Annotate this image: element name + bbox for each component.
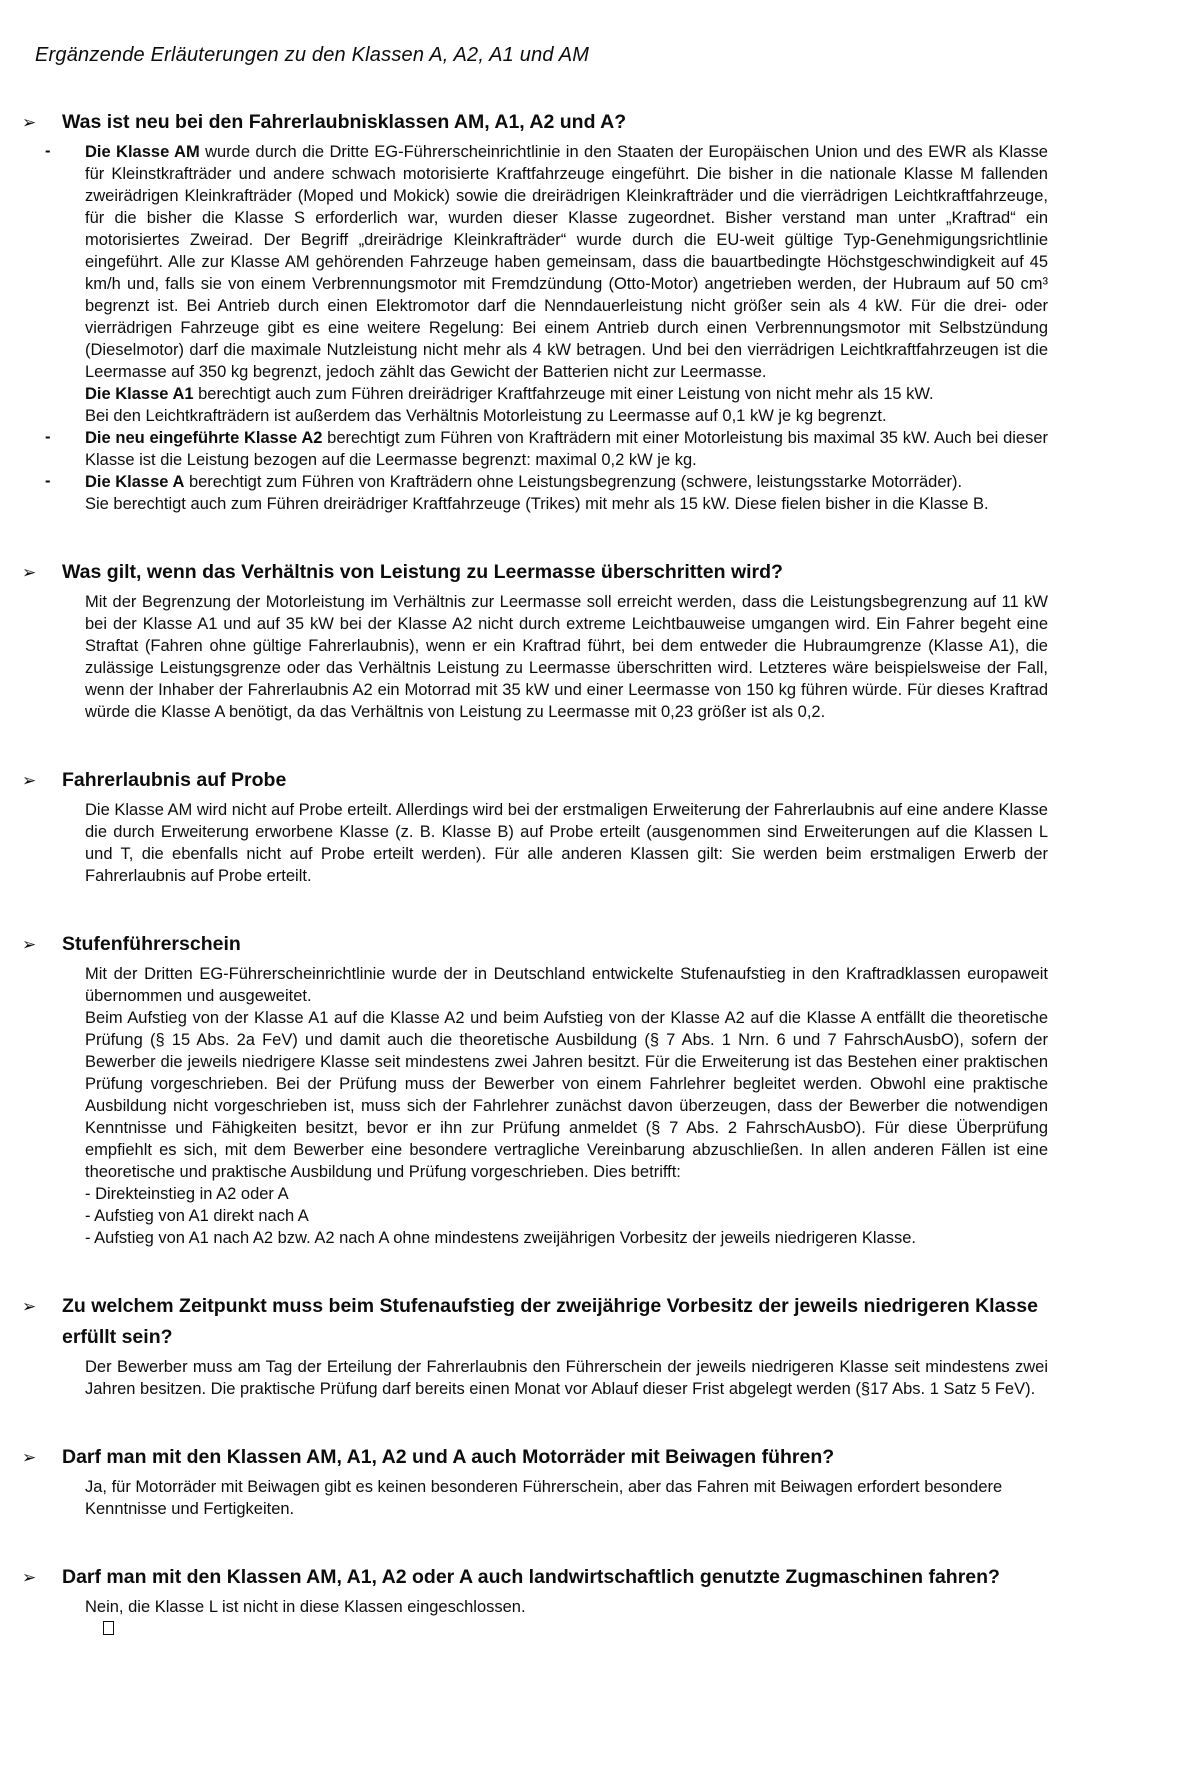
- section: [20, 1562, 1048, 1635]
- section: [20, 929, 1048, 1249]
- arrow-bullet-icon: ➢: [22, 113, 37, 132]
- section-body: [85, 1476, 1048, 1520]
- list-item: - Aufstieg von A1 direkt nach A: [85, 1207, 309, 1225]
- arrow-bullet-icon: ➢: [22, 1448, 37, 1467]
- section-heading-row: [20, 765, 1048, 799]
- paragraph: Sie berechtigt auch zum Führen dreirädriger Kraftfahrzeuge (Trikes) mit mehr als 15 kW. Diese fielen bisher in die Klasse B.: [85, 495, 989, 513]
- sections: [20, 107, 1048, 1635]
- section-body: [85, 1596, 1048, 1635]
- paragraph: Bei den Leichtkrafträdern ist außerdem das Verhältnis Motorleistung zu Leermasse auf 0,1 kW je kg begrenzt.: [85, 407, 887, 425]
- section-heading: Zu welchem Zeitpunkt muss beim Stufenaufstieg der zweijährige Vorbesitz der jeweils niedrigeren Klasse erfüllt sein?: [62, 1295, 1038, 1348]
- section-body: [45, 141, 1049, 515]
- page-title: Ergänzende Erläuterungen zu den Klassen A, A2, A1 und AM: [35, 44, 590, 66]
- paragraph-lead: Die Klasse A1: [85, 385, 194, 403]
- paragraph: - Die Klasse A berechtigt zum Führen von Krafträdern ohne Leistungsbegrenzung (schwere, leistungsstarke Motorräder).: [45, 472, 963, 491]
- section-heading-row: [20, 557, 1048, 591]
- section-body: [85, 963, 1048, 1249]
- paragraph: - Die Klasse AM wurde durch die Dritte EG-Führerscheinrichtlinie in den Staaten der Europäischen Union und des EWR als Klasse für Kleinstkrafträder und andere schwach motorisierte Kraftfahrzeuge eingeführt. Die bisher in die nationale Klasse M fallenden zweirädrigen Kleinkrafträder (Moped und Mokick) sowie die dreirädrigen Kleinkrafträder und die vierrädrigen Leichtkraftfahrzeuge, für die bisher die Klasse S erforderlich war, wurden dieser Klasse zugeordnet. Bisher verstand man unter „Kraftrad“ ein motorisiertes Zweirad. Der Begriff „dreirädrige Kleinkrafträder“ wurde durch die EU-weit gültige Typ-Genehmigungsrichtlinie eingeführt. Alle zur Klasse AM gehörenden Fahrzeuge haben gemeinsam, dass die bauartbedingte Höchstgeschwindigkeit auf 45 km/h und, falls sie von einem Verbrennungsmotor mit Fremdzündung (Otto-Motor) angetrieben werden, der Hubraum auf 50 cm³ begrenzt ist. Bei Antrieb durch einen Elektromotor darf die Nenndauerleistung nicht größer sein als 4 kW. Für die drei- oder vierrädrigen Fahrzeuge gibt es eine weitere Regelung: Bei einem Antrieb durch einen Verbrennungsmotor mit Selbstzündung (Dieselmotor) darf die maximale Nutzleistung nicht mehr als 4 kW betragen. Und bei den vierrädrigen Leichtkraftfahrzeugen ist die Leermasse auf 350 kg begrenzt, jedoch zählt das Gewicht der Batterien nicht zur Leermasse.: [45, 142, 1048, 381]
- arrow-bullet-icon: ➢: [22, 563, 37, 582]
- section-heading: Fahrerlaubnis auf Probe: [62, 769, 287, 791]
- section-heading: Darf man mit den Klassen AM, A1, A2 oder A auch landwirtschaftlich genutzte Zugmaschinen fahren?: [62, 1566, 1000, 1588]
- section: [20, 107, 1048, 515]
- section-heading-row: [20, 929, 1048, 963]
- checkbox-row: [103, 1621, 1048, 1635]
- paragraph: - Die neu eingeführte Klasse A2 berechtigt zum Führen von Krafträdern mit einer Motorleistung bis maximal 35 kW. Auch bei dieser Klasse ist die Leistung bezogen auf die Leermasse begrenzt: maximal 0,2 kW je kg.: [45, 428, 1049, 469]
- list-item: - Aufstieg von A1 nach A2 bzw. A2 nach A ohne mindestens zweijährigen Vorbesitz der jeweils niedrigeren Klasse.: [85, 1229, 917, 1247]
- section-heading: Darf man mit den Klassen AM, A1, A2 und A auch Motorräder mit Beiwagen führen?: [62, 1446, 835, 1468]
- section-heading-row: [20, 1291, 1048, 1356]
- paragraph: Nein, die Klasse L ist nicht in diese Klassen eingeschlossen.: [85, 1598, 526, 1616]
- dash-bullet-icon: -: [45, 142, 51, 160]
- section-heading: Was ist neu bei den Fahrerlaubnisklassen AM, A1, A2 und A?: [62, 111, 627, 133]
- section-heading-row: [20, 1442, 1048, 1476]
- section: [20, 1442, 1048, 1520]
- arrow-bullet-icon: ➢: [22, 1297, 37, 1316]
- section-body: [85, 591, 1048, 723]
- section: [20, 765, 1048, 887]
- paragraph: Die Klasse AM wird nicht auf Probe erteilt. Allerdings wird bei der erstmaligen Erweiterung der Fahrerlaubnis auf eine andere Klasse die durch Erweiterung erworbene Klasse (z. B. Klasse B) auf Probe erteilt (ausgenommen sind Erweiterungen auf die Klassen L und T, die ebenfalls nicht auf Probe erteilt werden). Für alle anderen Klassen gilt: Sie werden beim erstmaligen Erwerb der Fahrerlaubnis auf Probe erteilt.: [85, 801, 1048, 885]
- list-item: - Direkteinstieg in A2 oder A: [85, 1185, 289, 1203]
- arrow-bullet-icon: ➢: [22, 935, 37, 954]
- paragraph-lead: Die neu eingeführte Klasse A2: [85, 429, 323, 447]
- paragraph-lead: Die Klasse A: [85, 473, 185, 491]
- section-heading-row: [20, 107, 1048, 141]
- section-body: [85, 1356, 1048, 1400]
- section: [20, 1291, 1048, 1400]
- checkbox-icon: [103, 1621, 114, 1635]
- paragraph: Mit der Begrenzung der Motorleistung im Verhältnis zur Leermasse soll erreicht werden, dass die Leistungsbegrenzung auf 11 kW bei der Klasse A1 und auf 35 kW bei der Klasse A2 nicht durch extreme Leichtbauweise umgangen wird. Ein Fahrer begeht eine Straftat (Fahren ohne gültige Fahrerlaubnis), wenn er ein Kraftrad führt, bei dem entweder die Hubraumgrenze (Klasse A1), die zulässige Leistungsgrenze oder das Verhältnis Leistung zu Leermasse überschritten wird. Letzteres wäre beispielsweise der Fall, wenn der Inhaber der Fahrerlaubnis A2 ein Motorrad mit 35 kW und einer Leermasse von 150 kg führen würde. Für dieses Kraftrad würde die Klasse A benötigt, da das Verhältnis von Leistung zu Leermasse mit 0,23 größer ist als 0,2.: [85, 593, 1048, 721]
- section-heading: Was gilt, wenn das Verhältnis von Leistung zu Leermasse überschritten wird?: [62, 561, 783, 583]
- paragraph: Die Klasse A1 berechtigt auch zum Führen dreirädriger Kraftfahrzeuge mit einer Leistung von nicht mehr als 15 kW.: [85, 385, 934, 403]
- section: [20, 557, 1048, 723]
- paragraph: Der Bewerber muss am Tag der Erteilung der Fahrerlaubnis den Führerschein der jeweils niedrigeren Klasse seit mindestens zwei Jahren besitzen. Die praktische Prüfung darf bereits einen Monat vor Ablauf dieser Frist abgelegt werden (§17 Abs. 1 Satz 5 FeV).: [85, 1358, 1048, 1398]
- paragraph: Mit der Dritten EG-Führerscheinrichtlinie wurde der in Deutschland entwickelte Stufenaufstieg in den Kraftradklassen europaweit übernommen und ausgeweitet.: [85, 965, 1048, 1005]
- dash-bullet-icon: -: [45, 428, 51, 446]
- section-heading-row: [20, 1562, 1048, 1596]
- arrow-bullet-icon: ➢: [22, 771, 37, 790]
- section-body: [85, 799, 1048, 887]
- section-heading: Stufenführerschein: [62, 933, 241, 955]
- paragraph: Ja, für Motorräder mit Beiwagen gibt es keinen besonderen Führerschein, aber das Fahren mit Beiwagen erfordert besondere Kenntnisse und Fertigkeiten.: [85, 1478, 1003, 1518]
- paragraph: Beim Aufstieg von der Klasse A1 auf die Klasse A2 und beim Aufstieg von der Klasse A2 auf die Klasse A entfällt die theoretische Prüfung (§ 15 Abs. 2a FeV) und damit auch die theoretische Ausbildung (§ 7 Abs. 1 Nrn. 6 und 7 FahrschAusbO), sofern der Bewerber die jeweils niedrigere Klasse seit mindestens zwei Jahren besitzt. Für die Erweiterung ist das Bestehen einer praktischen Prüfung vorgeschrieben. Bei der Prüfung muss der Bewerber von einem Fahrlehrer begleitet werden. Obwohl eine praktische Ausbildung nicht vorgeschrieben ist, muss sich der Fahrlehrer zunächst davon überzeugen, dass der Bewerber die notwendigen Kenntnisse und Fähigkeiten besitzt, bevor er ihn zur Prüfung anmeldet (§ 7 Abs. 2 FahrschAusbO). Für diese Überprüfung empfiehlt es sich, mit dem Bewerber eine besondere vertragliche Vereinbarung abzuschließen. In allen anderen Fällen ist eine theoretische und praktische Ausbildung und Prüfung vorgeschrieben. Dies betrifft:: [85, 1009, 1048, 1181]
- dash-bullet-icon: -: [45, 472, 51, 490]
- paragraph-lead: Die Klasse AM: [85, 143, 200, 161]
- arrow-bullet-icon: ➢: [22, 1568, 37, 1587]
